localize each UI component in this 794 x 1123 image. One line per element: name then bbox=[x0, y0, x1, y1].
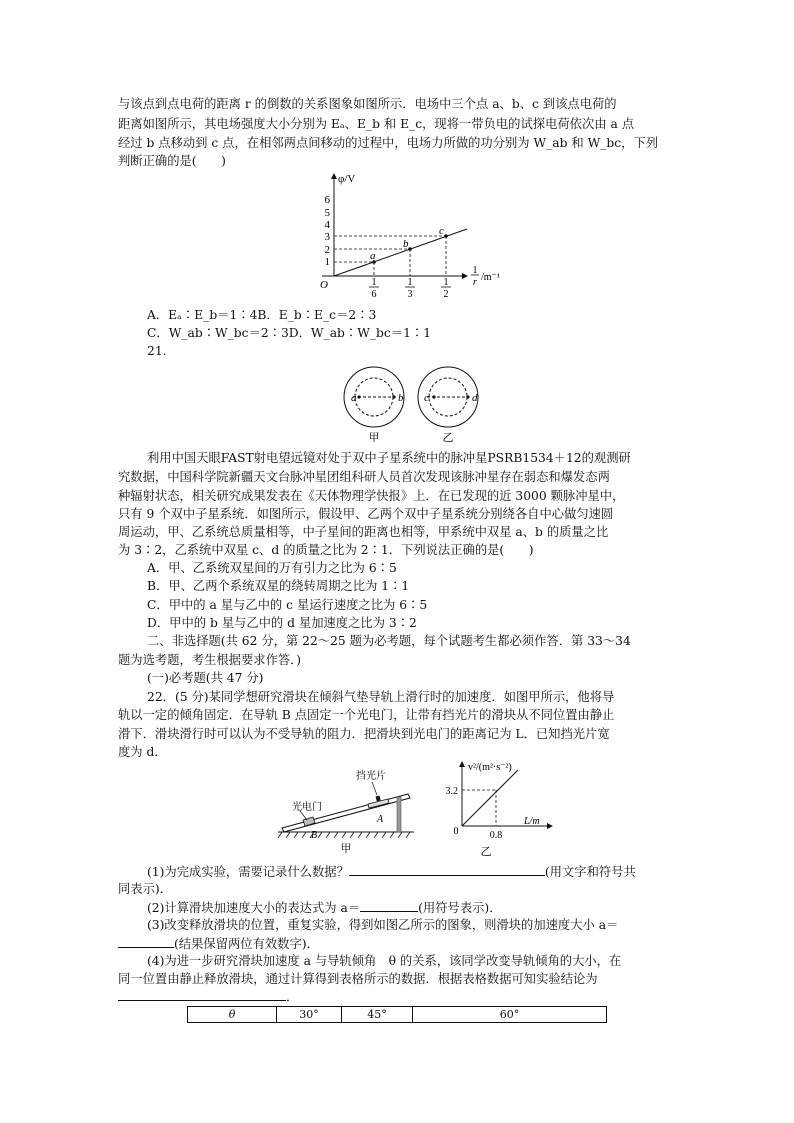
q21-option-a: A．甲、乙系统双星间的万有引力之比为 6∶5 bbox=[147, 561, 397, 575]
x-tick-num: 1 bbox=[407, 277, 413, 288]
answer-blank-4[interactable] bbox=[118, 988, 286, 1001]
section2-subheading: (一)必考题(共 47 分) bbox=[147, 671, 264, 685]
x-tick-num: 1 bbox=[443, 277, 449, 288]
angle-table bbox=[187, 1006, 607, 1023]
q22-sub3: (3)改变释放滑块的位置，重复实验，得到如图乙所示的图象，则滑块的加速度大小 a＝ bbox=[147, 918, 619, 932]
q22-sub4-answer bbox=[118, 988, 298, 1005]
section2-line-1: 二、非选择题(共 62 分，第 22～25 题为必考题，每个试题考生都必须作答．第 33～34 bbox=[147, 634, 631, 648]
q21-line-5: 周运动，甲、乙系统总质量相等，中子星间的距离也相等，甲系统中双星 a、b 的质量之比 bbox=[118, 525, 609, 539]
star-c-label: c bbox=[424, 392, 429, 404]
x-tick-den: 2 bbox=[443, 289, 449, 300]
table-header-cell: 45° bbox=[342, 1007, 413, 1023]
y-tick: 3.2 bbox=[445, 786, 458, 797]
q21-line-1: 利用中国天眼FAST射电望远镜对处于双中子星系统中的脉冲星PSRB1534＋12的观测研 bbox=[147, 451, 631, 465]
y-axis-label: v²/(m²·s⁻²) bbox=[468, 762, 512, 773]
q22-sub3-tail: (结果保留两位有效数字)． bbox=[174, 937, 319, 951]
point-a-label: a bbox=[370, 250, 376, 262]
x-tick: 0.8 bbox=[489, 830, 503, 841]
star-d-label: d bbox=[472, 392, 478, 404]
potential-graph bbox=[312, 168, 512, 302]
y-tick: 2 bbox=[324, 244, 330, 256]
star-a-label: a bbox=[351, 392, 357, 404]
q22-sub1-text: (1)为完成实验，需要记录什么数据？ bbox=[147, 865, 349, 879]
q22-line-4: 度为 d． bbox=[118, 745, 167, 759]
origin-label: 0 bbox=[453, 826, 459, 837]
x-axis-unit: /m⁻¹ bbox=[481, 272, 500, 283]
point-c-label: c bbox=[439, 225, 444, 237]
point-b bbox=[408, 247, 412, 251]
answer-blank-2[interactable] bbox=[360, 899, 418, 912]
q22-sub2-tail: (用符号表示)． bbox=[418, 901, 502, 915]
q20-option-cd: C．W_ab∶W_bc＝2∶3D．W_ab∶W_bc＝1∶1 bbox=[147, 326, 432, 340]
point-B-label: B bbox=[311, 830, 318, 841]
point-A-label: A bbox=[377, 814, 384, 825]
v2-line bbox=[462, 770, 518, 826]
q20-line-1: 与该点到点电荷的距离 r 的倒数的关系图象如图所示．电场中三个点 a、b、c 到该点电荷的 bbox=[118, 97, 617, 111]
q22-sub3-cont bbox=[118, 935, 319, 952]
caption-yi: 乙 bbox=[442, 432, 454, 444]
x-axis-num: 1 bbox=[472, 265, 478, 276]
x-tick-den: 3 bbox=[407, 289, 413, 300]
air-track-figure bbox=[276, 766, 426, 856]
photogate-label: 光电门 bbox=[292, 802, 322, 813]
q20-line-2: 距离如图所示，其电场强度大小分别为 Eₐ、E_b 和 E_c，现将一带负电的试探电荷依次由 a 点 bbox=[118, 117, 634, 131]
answer-blank-3[interactable] bbox=[118, 935, 174, 948]
q22-sub4-line-1: (4)为进一步研究滑块加速度 a 与导轨倾角 θ 的关系，该同学改变导轨倾角的大小，在 bbox=[147, 954, 622, 968]
q22-sub1 bbox=[147, 863, 636, 880]
point-b-label: b bbox=[403, 238, 409, 250]
x-axis-den: r bbox=[473, 277, 477, 288]
q21-line-3: 种辐射状态，相关研究成果发表在《天体物理学快报》上．在已发现的近 3000 颗脉冲星中， bbox=[118, 489, 625, 503]
q22-line-2: 轨以一定的倾角固定．在导轨 B 点固定一个光电门，让带有挡光片的滑块从不同位置由静止 bbox=[118, 708, 615, 722]
q20-line-3: 经过 b 点移动到 c 点，在相邻两点间移动的过程中，电场力所做的功分别为 W_ab 和 W_bc，下列 bbox=[118, 136, 659, 150]
y-tick: 4 bbox=[324, 219, 330, 231]
y-tick: 1 bbox=[324, 256, 330, 268]
y-tick: 5 bbox=[324, 207, 330, 219]
caption-jia: 甲 bbox=[368, 432, 380, 444]
q22-sub2-text: (2)计算滑块加速度大小的表达式为 a＝ bbox=[147, 901, 361, 915]
q21-option-c: C．甲中的 a 星与乙中的 c 星运行速度之比为 6∶5 bbox=[147, 598, 428, 612]
origin-label: O bbox=[320, 279, 328, 291]
q22-sub1-cont: 同表示)． bbox=[118, 882, 172, 896]
q21-line-6: 为 3∶2，乙系统中双星 c、d 的质量之比为 2∶1．下列说法正确的是( ) bbox=[118, 543, 534, 557]
star-b-label: b bbox=[398, 392, 404, 404]
q20-line-4: 判断正确的是( ) bbox=[118, 154, 226, 168]
y-axis-label: φ/V bbox=[338, 173, 356, 185]
q22-sub1-tail: (用文字和符号共 bbox=[544, 865, 636, 879]
binary-star-figure bbox=[336, 364, 496, 446]
q21-line-4: 只有 9 个双中子星系统．如图所示，假设甲、乙两个双中子星系统分别绕各自中心做匀速圆 bbox=[118, 507, 614, 521]
section2-line-2: 题为选考题，考生根据要求作答．) bbox=[118, 653, 302, 667]
x-tick-num: 1 bbox=[371, 277, 377, 288]
q21-number: 21. bbox=[147, 344, 167, 358]
q22-sub4-end: ． bbox=[286, 990, 299, 1004]
caption-jia: 甲 bbox=[340, 843, 352, 855]
table-row bbox=[188, 1007, 607, 1023]
q21-option-b: B．甲、乙两个系统双星的绕转周期之比为 1∶1 bbox=[147, 579, 410, 593]
q22-line-1: 22．(5 分)某同学想研究滑块在倾斜气垫导轨上滑行时的加速度．如图甲所示，他将导 bbox=[147, 690, 615, 704]
y-tick: 6 bbox=[324, 194, 330, 206]
q22-sub4-line-2: 同一位置由静止释放滑块，通过计算得到表格所示的数据．根据表格数据可知实验结论为 bbox=[118, 972, 598, 986]
table-header-cell: θ bbox=[188, 1007, 277, 1023]
q21-option-d: D．甲中的 b 星与乙中的 d 星加速度之比为 3∶2 bbox=[147, 616, 417, 630]
q22-sub2 bbox=[147, 899, 502, 916]
table-header-cell: 60° bbox=[413, 1007, 607, 1023]
table-header-cell: 30° bbox=[277, 1007, 342, 1023]
point-c bbox=[444, 234, 448, 238]
y-tick: 3 bbox=[324, 231, 330, 243]
q20-option-ab: A．Eₐ∶E_b＝1∶4B．E_b∶E_c＝2∶3 bbox=[147, 308, 377, 322]
q22-line-3: 滑下．滑块滑行时可以认为不受导轨的阻力．把滑块到光电门的距离记为 L．已知挡光片宽 bbox=[118, 727, 610, 741]
x-axis-label: L/m bbox=[524, 816, 540, 827]
v2-L-graph bbox=[440, 756, 560, 860]
caption-yi: 乙 bbox=[480, 846, 492, 858]
answer-blank-1[interactable] bbox=[349, 863, 545, 876]
x-tick-den: 6 bbox=[371, 289, 377, 300]
shade-label: 挡光片 bbox=[356, 771, 386, 782]
q21-line-2: 究数据，中国科学院新疆天文台脉冲星团组科研人员首次发现该脉冲星存在弱态和爆发态两 bbox=[118, 470, 610, 484]
